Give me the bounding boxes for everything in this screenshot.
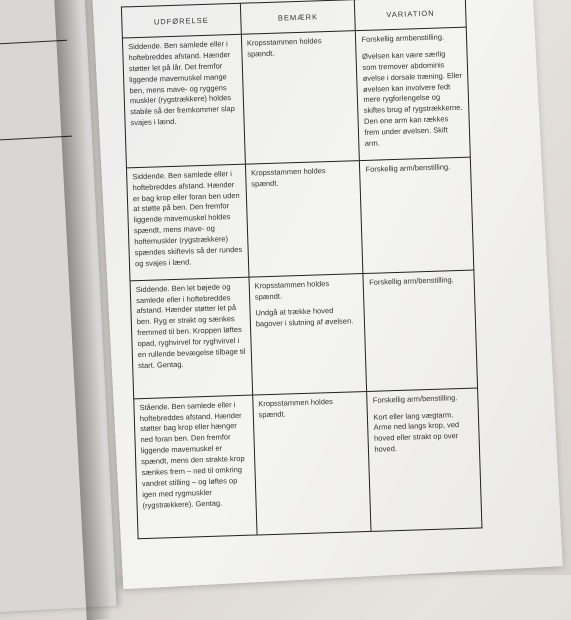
- exercise-table-sheet: [121, 0, 558, 539]
- table-row: [130, 270, 478, 399]
- cell-bemaerk: [241, 31, 360, 164]
- cell-bemaerk: [245, 160, 363, 276]
- exercise-table: [121, 0, 483, 539]
- cell-text: Undgå at trække hoved bagover i slutning af øvelsen.: [255, 306, 354, 329]
- cell-udforelse: [126, 164, 248, 281]
- cell-text: Forskellig armbenstilling.: [361, 32, 445, 44]
- cell-text: Kropsstammen holdes spændt.: [258, 396, 333, 419]
- cell-text: Kropsstammen holdes spændt.: [254, 278, 330, 301]
- cell-bemaerk: [249, 273, 367, 395]
- cell-variation: [367, 388, 482, 531]
- cell-text: Siddende. Ben samlede eller i hoftebreddes afstand. Hænder støtter let på lår. Det fremfor liggende mavemuskel mange ben, mens mave- og ryggens muskler (rygstrækkere) holdes stabile så der fremkommer slap svajes i lænd.: [128, 39, 235, 128]
- table-row: [122, 27, 470, 167]
- cell-text: Kropsstammen holdes spændt.: [246, 36, 322, 59]
- cell-text: Forskellig arm/benstilling.: [365, 161, 451, 174]
- cell-variation: [356, 27, 471, 160]
- cell-text: Kropsstammen holdes spændt.: [250, 165, 326, 189]
- header-udforelse: UDFØRELSE: [121, 3, 241, 38]
- table-row: [126, 157, 473, 281]
- cell-text: Forskellig arm/benstilling.: [368, 274, 454, 287]
- header-bemaerk: BEMÆRK: [240, 0, 356, 34]
- cell-text: Forskellig arm/benstilling.: [372, 392, 458, 405]
- cell-udforelse: [122, 34, 245, 167]
- cell-text: Siddende. Ben let bøjede og samlede eller i hoftebreddes afstand. Hænder støtter let på ben. Ryg er strakt og sænkes fremmed til ben. Kroppen løftes opad, ryghvirvel for ryghvirvel i en rullende bevægelse tilbage til start. Gentag.: [135, 281, 246, 370]
- cell-text: Stående. Ben samlede eller i hoftebreddes afstand. Hænder støtter bag krop eller hænger ned foran ben. Den fremfor liggende mavemuskel er spændt, mens den strakte krop sænkes frem – ned til omkring vandret stilling – og løftes op igen med rygmuskler (rygstrækkere). Gentag.: [139, 399, 245, 510]
- cell-bemaerk: [252, 391, 371, 535]
- cell-udforelse: [134, 395, 257, 539]
- cell-variation: [363, 270, 477, 391]
- table-row: [134, 388, 482, 539]
- cell-text: Siddende. Ben samlede eller i hoftebreddes afstand. Hænder er bag krop eller foran ben uden at støtte på ben. Den fremfor liggende mavemuskel holdes spændt, mens mave- og hoftemuskler (rygstrækkere) spændes skiftevis så der rundes og svajes i lænd.: [132, 168, 243, 268]
- cell-variation: [360, 157, 474, 273]
- cell-text: Kort eller lang vægtarm. Arme ned langs krop, ved hoved eller strakt op over hoved.: [373, 409, 460, 454]
- book-page: [92, 0, 563, 589]
- cell-udforelse: [130, 277, 252, 399]
- cell-text: Øvelsen kan være særlig som tremover abdominis øvelse i dorsale træning. Eller øvelsen kan involvere fedt mere rygforlengelse og skiftes brug af rygstrækkerne. Den ene arm kan rækkes frem under øvelsen. Skift arm.: [361, 49, 463, 148]
- header-variation: VARIATION: [355, 0, 466, 31]
